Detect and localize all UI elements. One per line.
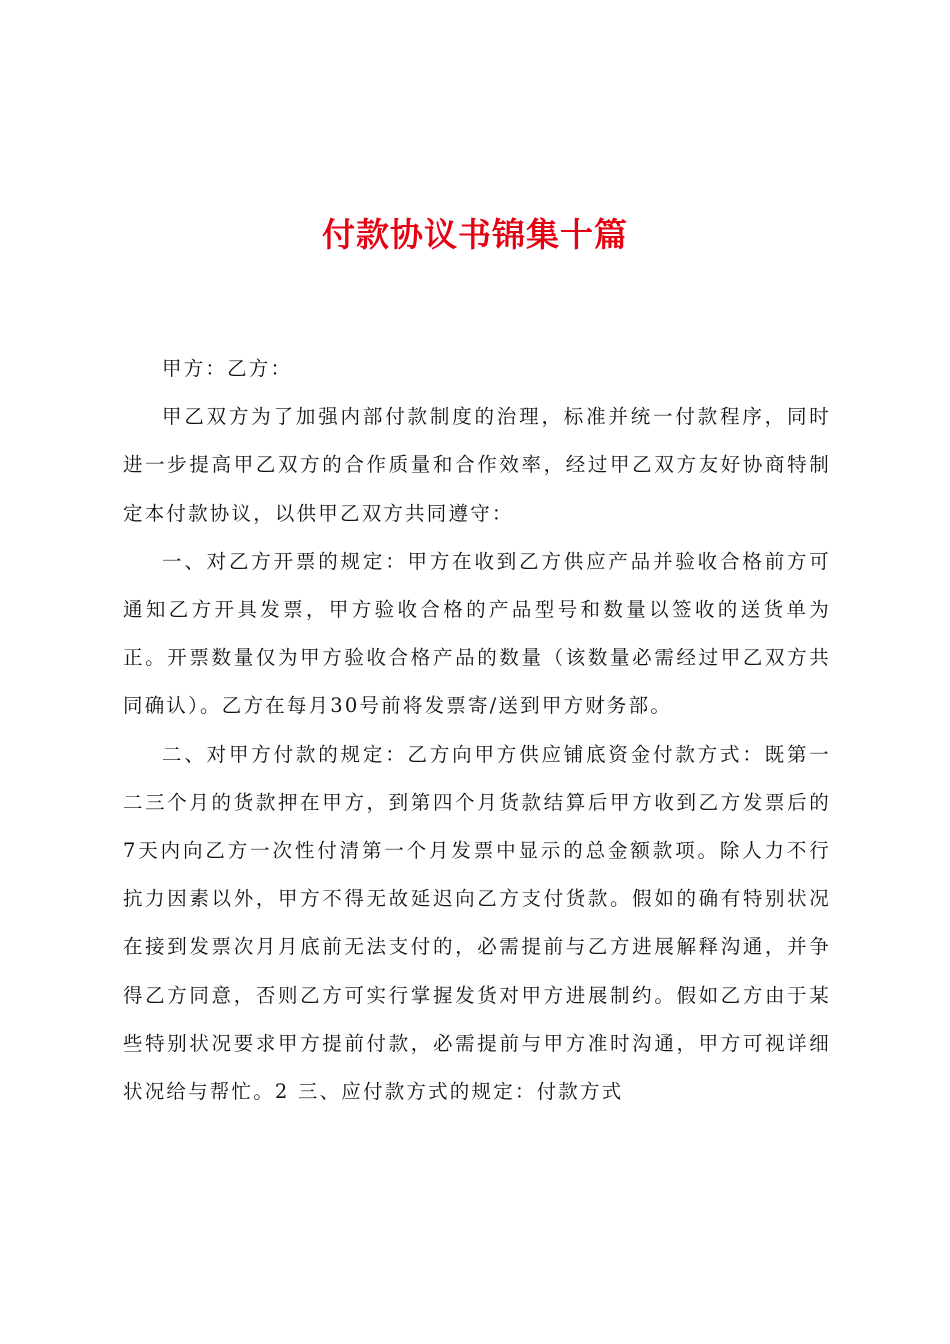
document-title: 付款协议书锦集十篇 (322, 215, 628, 254)
payment-clause-paragraph: 二、对甲方付款的规定：乙方向甲方供应铺底资金付款方式：既第一二三个月的货款押在甲方，到第四个月货款结算后甲方收到乙方发票后的7天内向乙方一次性付清第一个月发票中显示的总金额款项。除人力不行抗力因素以外，甲方不得无故延迟向乙方支付货款。假如的确有特别状况在接到发票次月月底前无法支付的，必需提前与乙方进展解释沟通，并争得乙方同意，否则乙方可实行掌握发货对甲方进展制约。假如乙方由于某些特别状况要求甲方提前付款，必需提前与甲方准时沟通，甲方可视详细状况给与帮忙。2 三、应付款方式的规定：付款方式 (123, 742, 831, 1104)
document-body (123, 345, 831, 1116)
party-line: 甲方：乙方： (162, 357, 293, 380)
intro-paragraph: 甲乙双方为了加强内部付款制度的治理，标准并统一付款程序，同时进一步提高甲乙双方的合作质量和合作效率，经过甲乙双方友好协商特制定本付款协议，以供甲乙双方共同遵守： (123, 405, 831, 525)
invoice-clause-paragraph: 一、对乙方开票的规定：甲方在收到乙方供应产品并验收合格前方可通知乙方开具发票，甲方验收合格的产品型号和数量以签收的送货单为正。开票数量仅为甲方验收合格产品的数量（该数量必需经过甲乙双方共同确认）。乙方在每月30号前将发票寄/送到甲方财务部。 (123, 549, 831, 718)
